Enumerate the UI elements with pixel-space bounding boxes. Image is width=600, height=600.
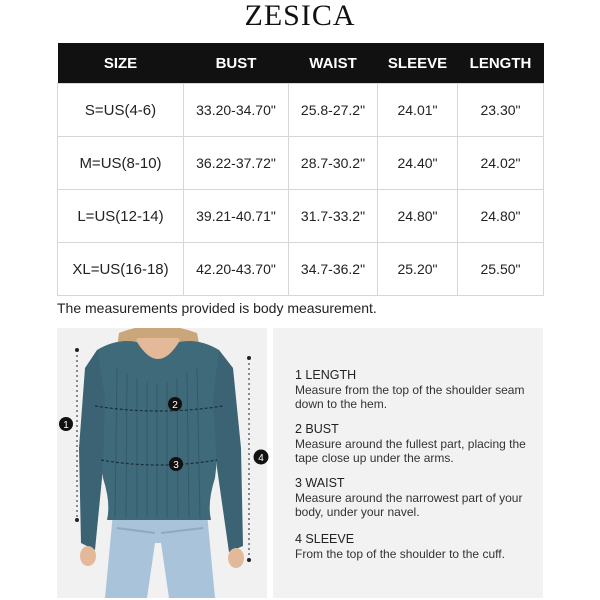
svg-text:1: 1	[63, 420, 69, 431]
model-illustration	[57, 328, 267, 598]
guide-waist	[295, 476, 535, 520]
measurement-guide-panel	[273, 328, 543, 598]
guide-text: Measure from the top of the shoulder seam down to the hem.	[295, 382, 525, 411]
length-cell: 24.80"	[458, 190, 544, 243]
column-header: LENGTH	[458, 43, 544, 84]
length-cell: 23.30"	[458, 84, 544, 137]
marker-length	[59, 417, 73, 431]
guide-text: From the top of the shoulder to the cuff.	[295, 546, 505, 561]
guide-title: 4 SLEEVE	[295, 532, 355, 546]
size-chart-table	[57, 43, 544, 296]
sleeve-cell: 25.20"	[378, 243, 458, 296]
column-header: BUST	[184, 43, 289, 84]
guide-title: 3 WAIST	[295, 476, 345, 490]
waist-cell: 31.7-33.2"	[289, 190, 378, 243]
size-cell: XL=US(16-18)	[58, 243, 184, 296]
guide-text: Measure around the fullest part, placing the tape close up under the arms.	[295, 436, 526, 465]
table-row	[58, 243, 544, 296]
size-cell: S=US(4-6)	[58, 84, 184, 137]
size-cell: L=US(12-14)	[58, 190, 184, 243]
marker-sleeve	[252, 448, 270, 466]
length-cell: 24.02"	[458, 137, 544, 190]
size-cell: M=US(8-10)	[58, 137, 184, 190]
column-header: WAIST	[289, 43, 378, 84]
svg-text:3: 3	[173, 460, 179, 471]
marker-bust	[168, 397, 182, 411]
measurement-note: The measurements provided is body measurement.	[57, 300, 377, 316]
table-header-row	[58, 43, 544, 84]
sleeve-cell: 24.01"	[378, 84, 458, 137]
svg-text:4: 4	[258, 453, 264, 464]
guide-bust	[295, 422, 535, 466]
table-row	[58, 137, 544, 190]
length-cell: 25.50"	[458, 243, 544, 296]
waist-cell: 28.7-30.2"	[289, 137, 378, 190]
svg-text:2: 2	[172, 400, 178, 411]
marker-waist	[169, 457, 183, 471]
guide-title: 2 BUST	[295, 422, 339, 436]
guide-title: 1 LENGTH	[295, 368, 357, 382]
bust-cell: 36.22-37.72"	[184, 137, 289, 190]
column-header: SIZE	[58, 43, 184, 84]
waist-cell: 25.8-27.2"	[289, 84, 378, 137]
column-header: SLEEVE	[378, 43, 458, 84]
bust-cell: 33.20-34.70"	[184, 84, 289, 137]
sleeve-cell: 24.40"	[378, 137, 458, 190]
sleeve-cell: 24.80"	[378, 190, 458, 243]
guide-sleeve	[295, 532, 535, 561]
bust-cell: 42.20-43.70"	[184, 243, 289, 296]
guide-text: Measure around the narrowest part of your body, under your navel.	[295, 490, 523, 519]
guide-length	[295, 368, 535, 412]
waist-cell: 34.7-36.2"	[289, 243, 378, 296]
table-row	[58, 190, 544, 243]
model-photo	[57, 328, 267, 598]
bust-cell: 39.21-40.71"	[184, 190, 289, 243]
table-row	[58, 84, 544, 137]
brand-logo: ZESICA	[244, 0, 356, 32]
